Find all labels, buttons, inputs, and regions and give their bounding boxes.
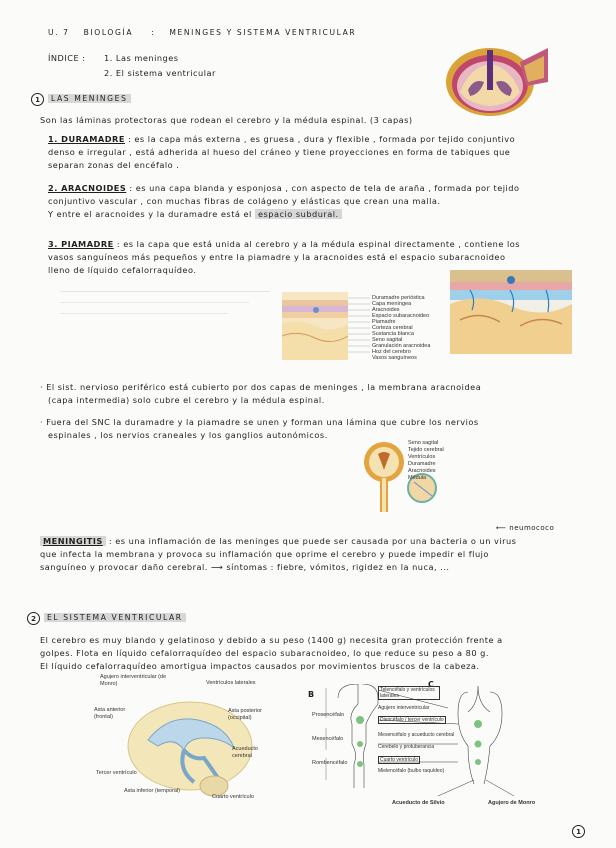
diagram-label: Capa meníngea bbox=[372, 301, 412, 307]
schema-box: Mesencéfalo y acueducto cerebral bbox=[378, 732, 455, 738]
piamadre-term: 3. PIAMADRE bbox=[48, 239, 114, 249]
ventricular-schematic-diagram bbox=[318, 684, 538, 800]
bottom-label: Acueducto de Silvio bbox=[392, 800, 445, 806]
topic-title: MENINGES Y SISTEMA VENTRICULAR bbox=[169, 28, 357, 37]
meningitis-term: MENINGITIS bbox=[40, 536, 106, 546]
diagram-label: Duramadre perióstica bbox=[372, 295, 425, 301]
side-label: Rombencéfalo bbox=[312, 760, 348, 766]
aracnoides-paragraph: 2. ARACNOIDES : es una capa blanda y esponjosa , con aspecto de tela de araña , formada por tejido conjuntivo vascular , con muchas fibras de colágeno y elásticas que crean una malla. Y entre el aracnoides y la duramadre está el espacio subdural. bbox=[48, 183, 520, 219]
diagram-label: Agujero interventricular (de Monro) bbox=[100, 674, 167, 687]
diagram-label: Tejido cerebral bbox=[408, 447, 444, 453]
diagram-label: Sustancia blanca bbox=[372, 331, 414, 337]
symptoms: síntomas : fiebre, vómitos, rigidez en la nuca, ... bbox=[226, 562, 450, 572]
diagram-label: Tercer ventrículo bbox=[96, 770, 137, 776]
bottom-label: Agujero de Monro bbox=[488, 800, 536, 806]
bullet-paragraph: · Fuera del SNC la duramadre y la piamadre se unen y forman una lámina que cubre los nervios espinales , los nervios craneales y los ganglios autonómicos. bbox=[40, 417, 479, 440]
section-title: LAS MENINGES bbox=[48, 94, 131, 103]
brain-meninges-illustration bbox=[440, 42, 552, 120]
meningitis-paragraph: MENINGITIS : es una inflamación de las meninges que puede ser causada por una bacteria o un virus que infecta la membrana y provoca su inflamación que oprime el cerebro y puede impedir el flujo sanguíneo y provocar daño cerebral. ⟶ síntomas : fiebre, vómitos, rigidez en la nuca, ... bbox=[40, 536, 517, 572]
diagram-label: Corteza cerebral bbox=[372, 325, 413, 331]
ventricular-paragraph: El cerebro es muy blando y gelatinoso y debido a su peso (1400 g) necesita gran protección frente a golpes. Flota en líquido cefalorraquídeo del espacio subaracnoideo, lo que reduce su peso a 80 g. El líquido cefalorraquídeo amortigua impactos causados por movimientos bruscos de la cabeza. bbox=[40, 635, 503, 671]
diagram-label: Acueducto cerebral bbox=[232, 746, 258, 759]
index-label: ÍNDICE : bbox=[48, 53, 86, 63]
diagram-label: Aracnoides bbox=[408, 468, 436, 474]
diagram-label: Duramadre bbox=[408, 461, 436, 467]
bullet-paragraph: · El sist. nervioso periférico está cubierto por dos capas de meninges , la membrana aracnoidea (capa intermedia) solo cubre el cerebro y la médula espinal. bbox=[40, 382, 482, 405]
diagram-label: Asta inferior (temporal) bbox=[124, 788, 180, 794]
diagram-label: Vasos sanguíneos bbox=[372, 355, 417, 361]
page-header: U. 7 BIOLOGÍA : MENINGES Y SISTEMA VENTRICULAR bbox=[48, 28, 357, 37]
aracnoides-term: 2. ARACNOIDES bbox=[48, 183, 127, 193]
section-number-badge: 2 bbox=[27, 612, 40, 625]
diagram-label: Médula bbox=[408, 475, 427, 481]
piamadre-paragraph: 3. PIAMADRE : es la capa que está unida al cerebro y a la médula espinal directamente , contiene los vasos sanguíneos más pequeños y entre la piamadre y la aracnoides está el espacio subaracnoideo lleno de líquido cefalorraquídeo. bbox=[48, 239, 521, 275]
diagram-label: Piamadre bbox=[372, 319, 396, 325]
schema-box: Mielencéfalo (bulbo raquídeo) bbox=[378, 768, 445, 774]
diagram-label: Aracnoides bbox=[372, 307, 400, 313]
bleed-through-text bbox=[60, 285, 270, 345]
meninges-intro: Son las láminas protectoras que rodean el cerebro y la médula espinal. (3 capas) bbox=[40, 115, 413, 125]
meninges-cross-section-diagram bbox=[450, 270, 572, 354]
unit-number: U. 7 bbox=[48, 28, 70, 37]
page-number: 1 bbox=[572, 825, 585, 838]
panel-letter-b: B bbox=[308, 690, 315, 699]
arrow-icon: ⟶ bbox=[211, 562, 224, 572]
duramadre-term: 1. DURAMADRE bbox=[48, 134, 125, 144]
index-item: 2. El sistema ventricular bbox=[104, 68, 216, 78]
diagram-label: Seno sagital bbox=[408, 440, 439, 446]
neumococo-note: ⟵ neumococo bbox=[496, 524, 555, 532]
diagram-label: Ventrículos bbox=[408, 454, 436, 460]
diagram-label: Asta anterior (frontal) bbox=[94, 707, 126, 720]
duramadre-paragraph: 1. DURAMADRE : es la capa más externa , es gruesa , dura y flexible , formada por tejido conjuntivo denso e irregular , está adherida al hueso del cráneo y tiene proyecciones en forma de tabiques que separan zonas del encéfalo . bbox=[48, 134, 516, 170]
schema-box: Diencéfalo / tercer ventrículo bbox=[380, 717, 444, 723]
panel-letter-c: C bbox=[428, 680, 434, 689]
side-label: Mesencéfalo bbox=[312, 736, 344, 742]
section-title: EL SISTEMA VENTRICULAR bbox=[44, 613, 186, 622]
diagram-label: Granulación aracnoidea bbox=[372, 343, 431, 349]
diagram-label: Seno sagital bbox=[372, 337, 403, 343]
schema-box: Cuarto ventrículo bbox=[380, 757, 419, 763]
schema-box: Cerebelo y protuberancia bbox=[378, 744, 435, 750]
schema-box: Agujero interventricular bbox=[378, 705, 430, 711]
espacio-subdural-highlight: espacio subdural. bbox=[255, 209, 342, 219]
schema-box: Telencéfalo y ventrículos laterales bbox=[378, 686, 440, 700]
section-number-badge: 1 bbox=[31, 93, 44, 106]
index-item: 1. Las meninges bbox=[104, 53, 179, 63]
diagram-label: Espacio subaracnoideo bbox=[372, 313, 430, 319]
diagram-label: Hoz del cerebro bbox=[372, 349, 411, 355]
subject: BIOLOGÍA bbox=[83, 28, 134, 37]
diagram-label: Asta posterior (occipital) bbox=[228, 708, 262, 721]
diagram-label: Cuarto ventrículo bbox=[212, 794, 254, 800]
diagram-label: Ventrículos laterales bbox=[206, 680, 256, 686]
side-label: Prosencéfalo bbox=[312, 712, 345, 718]
